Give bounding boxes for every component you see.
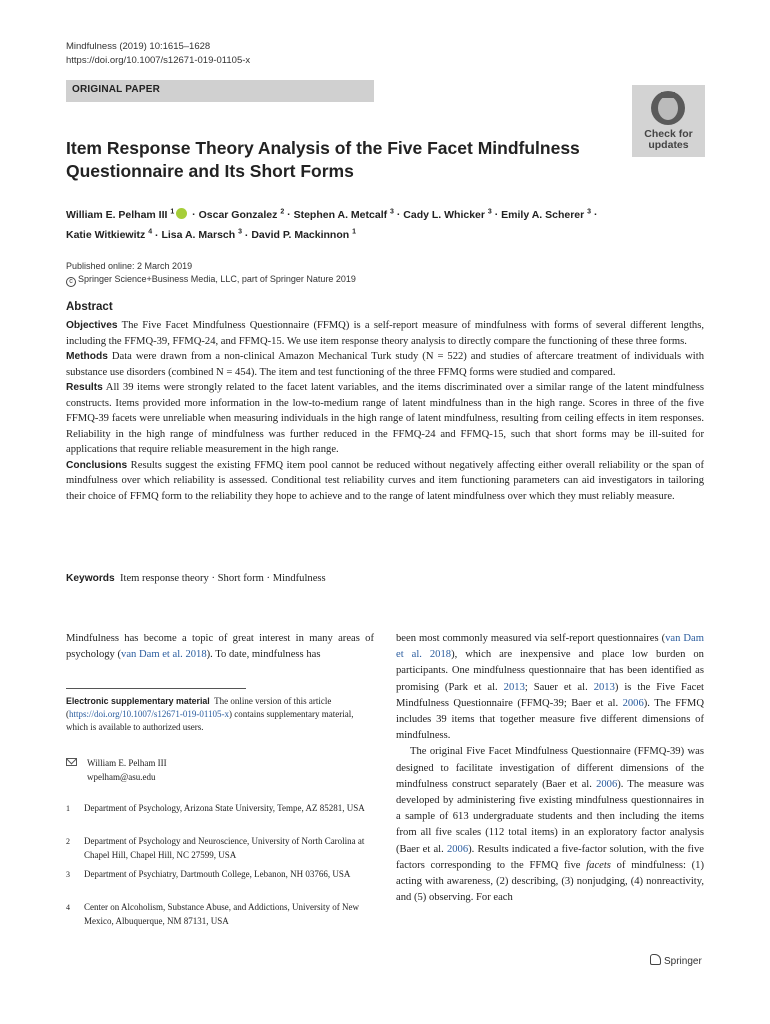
copyright-text: Springer Science+Business Media, LLC, part of Springer Nature 2019 [78, 274, 356, 284]
author[interactable]: Oscar Gonzalez $^2$ [198, 208, 285, 221]
orcid-icon[interactable] [176, 208, 187, 219]
author[interactable]: Katie Witkiewitz $^4$ [66, 228, 153, 241]
affiliation-item: 4 Center on Alcoholism, Substance Abuse, and Addictions, University of New Mexico, Albuquerque, NM 87131, USA [66, 902, 359, 926]
abstract-conclusions: Conclusions Results suggest the existing FFMQ item pool cannot be reduced without negatively affecting either overall reliability or the span of mindfulness over which reliability is assessed. Conditional test reliability curves and item functioning parameters can aid investigators in tailoring their choice of FFMQ form to the reliability they hope to achieve and to the range of latent mindfulness over which they must reliably measure. [66, 459, 704, 502]
check-updates-line1: Check for [644, 128, 693, 140]
envelope-icon [66, 758, 77, 766]
citation-link[interactable]: 2006 [622, 697, 644, 709]
keywords [66, 573, 326, 584]
author-list: William E. Pelham III $^1$ · Oscar Gonzalez $^2$ · Stephen A. Metcalf $^3$ · Cady L. Whicker $^3$ · Emily A. Scherer $^3$ · Katie Witkiewitz $^4$ · Lisa A. Marsch $^3$ · David P. Mackinnon $^1$ [66, 208, 598, 241]
check-for-updates-button[interactable] [632, 85, 705, 157]
supplementary-doi-link[interactable]: https://doi.org/10.1007/s12671-019-01105-x [69, 709, 230, 719]
affiliation-item: 1 Department of Psychology, Arizona State University, Tempe, AZ 85281, USA [66, 803, 365, 813]
author[interactable]: Stephen A. Metcalf $^3$ [293, 208, 394, 221]
article-type-banner [66, 80, 374, 102]
author[interactable]: William E. Pelham III $^1$ [66, 208, 175, 221]
keywords-text: Item response theory · Short form · Mindfulness [120, 573, 326, 584]
copyright-icon: c [66, 277, 76, 287]
citation-link[interactable]: van Dam et al. 2018 [121, 649, 207, 661]
footnote-divider [66, 688, 246, 689]
journal-volume: Mindfulness (2019) 10:1615–1628 [66, 41, 211, 52]
article-type-label: ORIGINAL PAPER [72, 84, 160, 95]
citation-link[interactable]: 2006 [596, 778, 618, 790]
journal-citation [66, 40, 250, 68]
body-paragraph: The original Five Facet Mindfulness Questionnaire (FFMQ-39) was designed to facilitate investigation of different dimensions of the mindfulness construct separately (Baer et al. 2006). The measure was developed by administering five existing mindfulness questionnaires in a sample of 613 undergraduate students and then including the items from all five scales (112 total items) in an exploratory factor analysis (Baer et al. 2006). Results indicated a five-factor solution, with the five factors corresponding to the FFMQ five facets of mindfulness: (1) acting with awareness, (2) describing, (3) nonjudging, (4) nonreactivity, and (5) observing. For each [396, 746, 704, 904]
keywords-label: Keywords [66, 573, 115, 584]
abstract-body [66, 318, 704, 504]
abstract-results: Results All 39 items were strongly related to the facet latent variables, and the items discriminated over a similar range of the latent mindfulness constructs. Items provided more information in the low-to-medium range of latent mindfulness than in the high range. Scores in three of the five FFMQ-39 facets were unreliable when measuring individuals in the high range of latent mindfulness, resulting from ceiling effects in item responses. Reliability in the high range of mindfulness was further reduced in the FFMQ-24 and FFMQ-15, such that short forms may be ill-suited for applications that require reliable measurement in the high range. [66, 382, 704, 455]
citation-link[interactable]: 2006 [446, 843, 469, 855]
correspondence-name: William E. Pelham III [87, 758, 167, 768]
abstract-objectives: Objectives The Five Facet Mindfulness Questionnaire (FFMQ) is a self-report measure of mindfulness with forms of several different lengths, including the FFMQ-39, FFMQ-24, and FFMQ-15. We use item response theory analysis to directly compare the functioning of these three forms. [66, 320, 704, 347]
publisher-logo [650, 954, 702, 967]
article-title: Item Response Theory Analysis of the Five Facet Mindfulness Questionnaire and Its Short Forms [66, 138, 580, 181]
citation-link[interactable]: van Dam et al. 2018 [396, 633, 704, 661]
publication-info [66, 260, 356, 287]
springer-horse-icon [650, 954, 661, 965]
affiliation-item: 3 Department of Psychiatry, Dartmouth College, Lebanon, NH 03766, USA [66, 869, 351, 879]
correspondence [66, 756, 167, 784]
check-updates-line2: updates [648, 139, 689, 151]
published-date: Published online: 2 March 2019 [66, 261, 193, 271]
doi-link[interactable]: https://doi.org/10.1007/s12671-019-01105-x [66, 55, 251, 66]
author[interactable]: David P. Mackinnon $^1$ [251, 228, 357, 241]
abstract-methods: Methods Data were drawn from a non-clinical Amazon Mechanical Turk study (N = 522) and studies of aftercare treatment of individuals with substance use disorders (combined N = 454). The item and test functioning of the three FFMQ forms were studied and compared. [66, 351, 704, 378]
publisher-name: Springer [664, 956, 702, 967]
author[interactable]: Cady L. Whicker $^3$ [403, 208, 492, 221]
affiliation-item: 2 Department of Psychology and Neuroscience, University of North Carolina at Chapel Hill, Chapel Hill, NC 27599, USA [66, 836, 365, 860]
body-column-left: Mindfulness has become a topic of great interest in many areas of psychology (van Dam et al. 2018). To date, mindfulness has [66, 633, 374, 661]
body-column-right [396, 631, 704, 906]
author[interactable]: Lisa A. Marsch $^3$ [161, 228, 242, 241]
abstract-heading: Abstract [66, 301, 113, 313]
correspondence-email[interactable]: wpelham@asu.edu [87, 772, 156, 782]
body-paragraph: been most commonly measured via self-report questionnaires (van Dam et al. 2018), which are inexpensive and place low burden on participants. One mindfulness questionnaire that has been identified as promising (Park et al. 2013; Sauer et al. 2013) is the Five Facet Mindfulness Questionnaire (FFMQ-39; Baer et al. 2006). The FFMQ includes 39 items that together measure five different dimensions of mindfulness. [396, 633, 705, 742]
citation-link[interactable]: 2013 [503, 681, 525, 693]
supplementary-material-note: Electronic supplementary material The online version of this article (https://doi.org/10.1007/s12671-019-01105-x) contains supplementary material, which is available to authorized users. [66, 696, 354, 732]
check-for-updates-icon [651, 91, 685, 125]
author[interactable]: Emily A. Scherer $^3$ [501, 208, 592, 221]
citation-link[interactable]: 2013 [593, 681, 615, 693]
